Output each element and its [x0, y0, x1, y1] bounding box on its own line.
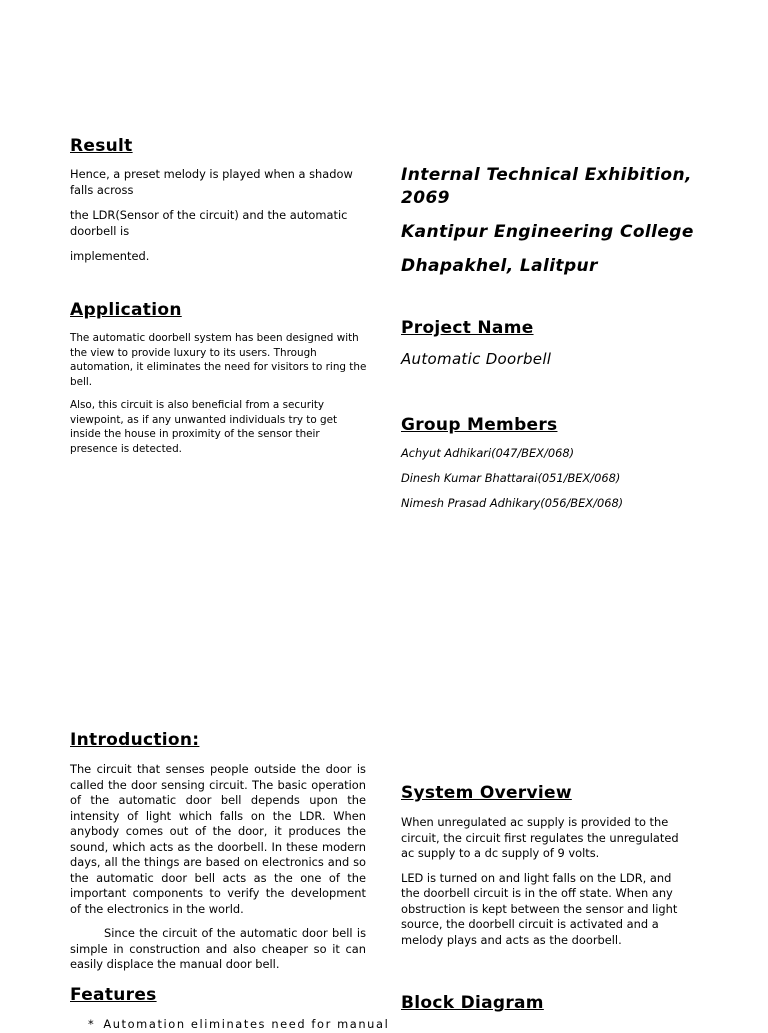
application-heading: Application: [70, 300, 182, 320]
system-overview-paragraph-2: LED is turned on and light falls on the LDR, and the doorbell circuit is in the off state. When any obstruction is kept between the sensor and light source, the doorbell circuit is activated and a melody plays and acts as the doorbell.: [401, 870, 678, 947]
member-1: Achyut Adhikari(047/BEX/068): [401, 446, 575, 460]
features-heading: Features: [70, 985, 157, 1005]
title-line-2: 2069: [401, 188, 450, 208]
result-paragraph-1: Hence, a preset melody is played when a shadow falls across: [70, 167, 353, 197]
features-list-item: [88, 1017, 390, 1033]
group-members-heading: Group Members: [401, 415, 558, 435]
member-2: Dinesh Kumar Bhattarai(051/BEX/068): [401, 471, 621, 485]
application-body: [70, 331, 370, 456]
title-line-1: Internal Technical Exhibition,: [401, 165, 692, 185]
introduction-body: [70, 762, 366, 973]
result-paragraph-3: implemented.: [70, 249, 150, 263]
result-body: [70, 167, 370, 265]
features-item-1: Automation eliminates need for manual: [103, 1017, 390, 1031]
result-heading: Result: [70, 136, 133, 156]
system-overview-body: [401, 815, 693, 948]
system-overview-paragraph-1: When unregulated ac supply is provided to the circuit, the circuit first regulates the unregulated ac supply to a dc supply of 9 volts.: [401, 815, 679, 860]
result-paragraph-2: the LDR(Sensor of the circuit) and the automatic doorbell is: [70, 208, 348, 238]
introduction-heading: Introduction:: [70, 730, 200, 750]
bullet-icon: *: [88, 1017, 94, 1031]
project-name-heading: Project Name: [401, 318, 534, 338]
system-overview-heading: System Overview: [401, 783, 572, 803]
college-name: Kantipur Engineering College: [401, 222, 694, 242]
exhibition-title: [401, 164, 721, 278]
college-address: Dhapakhel, Lalitpur: [401, 256, 598, 276]
project-name: Automatic Doorbell: [401, 350, 552, 368]
member-3: Nimesh Prasad Adhikary(056/BEX/068): [401, 496, 624, 510]
application-paragraph-2: Also, this circuit is also beneficial from a security viewpoint, as if any unwanted individuals try to get inside the house in proximity of the sensor their presence is detected.: [70, 399, 338, 455]
introduction-paragraph-2: Since the circuit of the automatic door bell is simple in construction and also cheaper so it can easily displace the manual door bell.: [70, 926, 366, 971]
group-members-list: [401, 446, 731, 511]
application-paragraph-1: The automatic doorbell system has been designed with the view to provide luxury to its users. Through automation, it eliminates the need for visitors to ring the bell.: [70, 332, 367, 388]
introduction-paragraph-1: The circuit that senses people outside the door is called the door sensing circuit. The basic operation of the automatic door bell depends upon the intensity of light which falls on the LDR. When anybody comes out of the door, it produces the sound, which acts as the doorbell. In these modern days, all the things are based on electronics and so the automatic door bell acts as the one of the important components to verify the development of the electronics in the world.: [70, 762, 366, 916]
block-diagram-heading: Block Diagram: [401, 993, 544, 1013]
